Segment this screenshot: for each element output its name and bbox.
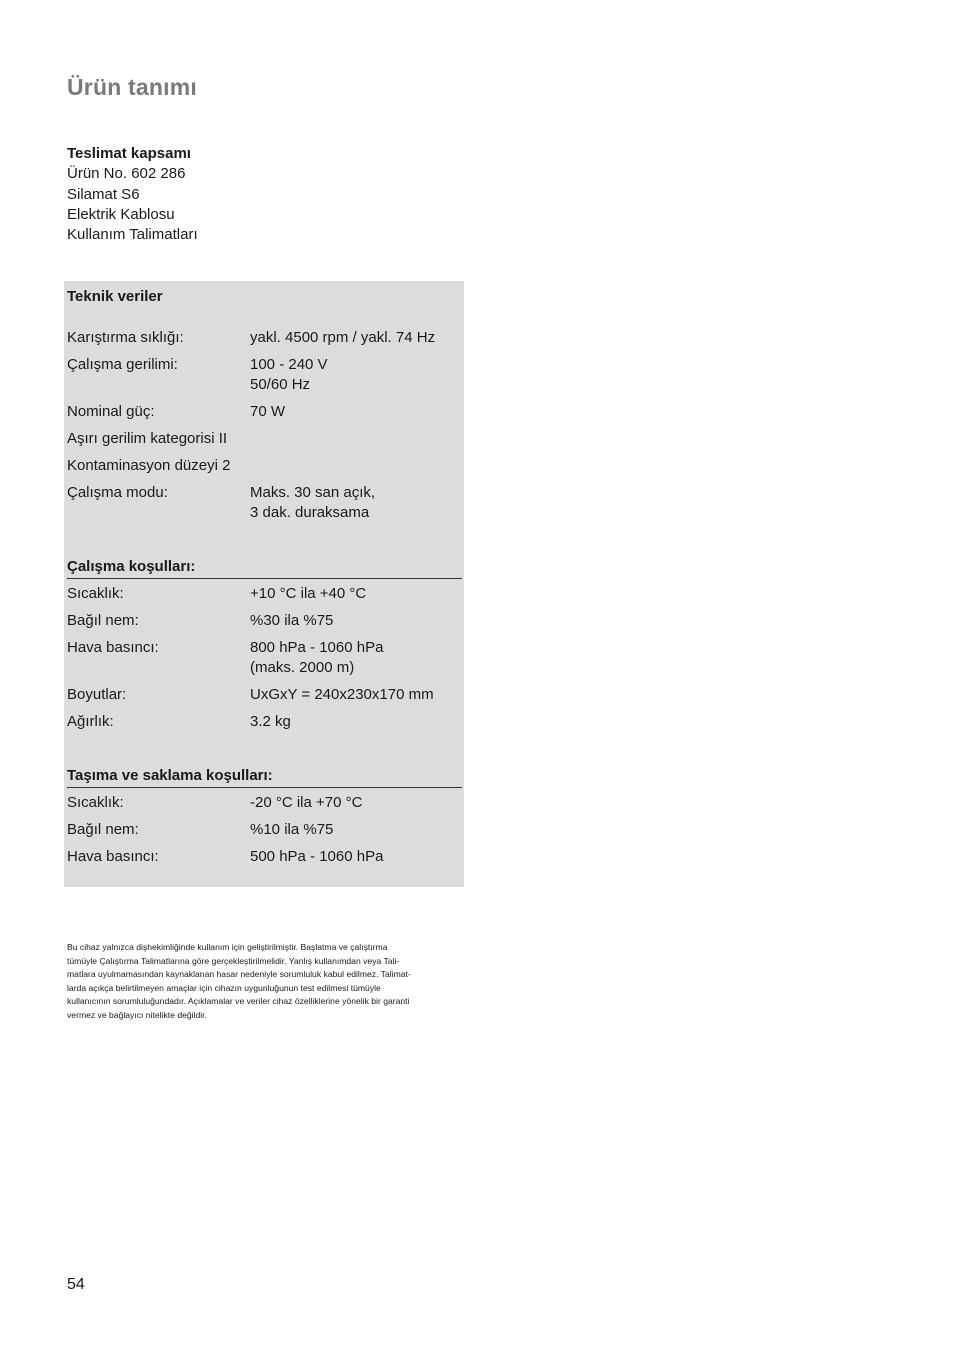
- spec-value: Maks. 30 san açık,: [250, 484, 376, 501]
- page-title: Ürün tanımı: [67, 74, 197, 100]
- spec-value: (maks. 2000 m): [250, 659, 355, 676]
- disclaimer-line: kullanıcının sorumluluğundadır. Açıklamalar ve veriler cihaz özelliklerine yönelik bir garanti: [67, 996, 410, 1006]
- spec-value: 100 - 240 V: [250, 356, 328, 373]
- spec-value: UxGxY = 240x230x170 mm: [250, 686, 434, 703]
- delivery-item: Ürün No. 602 286: [67, 165, 186, 183]
- disclaimer-line: tümüyle Çalıştırma Talimatlarına göre gerçekleştirilmelidir. Yanlış kullanımdan veya Tali-: [67, 955, 400, 966]
- spec-label: Çalışma gerilimi:: [67, 356, 178, 373]
- spec-label: Bağıl nem:: [67, 821, 139, 838]
- disclaimer-line: vermez ve bağlayıcı nitelikte değildir.: [67, 1009, 207, 1020]
- transport-storage-heading: Taşıma ve saklama koşulları:: [67, 766, 462, 788]
- page-number: 54: [67, 1276, 85, 1293]
- disclaimer-text: [67, 941, 467, 1022]
- spec-label: Nominal güç:: [67, 403, 155, 420]
- spec-label: Çalışma modu:: [67, 484, 168, 501]
- operating-conditions-heading: Çalışma koşulları:: [67, 557, 462, 579]
- disclaimer-line: Bu cihaz yalnızca dişhekimliğinde kullanım için geliştirilmiştir. Başlatma ve çalıştırma: [67, 942, 388, 952]
- spec-value: +10 °C ila +40 °C: [250, 585, 367, 602]
- spec-label: Hava basıncı:: [67, 639, 159, 656]
- delivery-item: Silamat S6: [67, 185, 140, 203]
- delivery-item: Elektrik Kablosu: [67, 205, 175, 223]
- delivery-heading: Teslimat kapsamı: [67, 145, 191, 162]
- spec-value: %30 ila %75: [250, 612, 334, 629]
- spec-value: 50/60 Hz: [250, 376, 311, 393]
- spec-value: %10 ila %75: [250, 821, 334, 838]
- spec-label: Hava basıncı:: [67, 848, 159, 865]
- spec-label: Bağıl nem:: [67, 612, 139, 629]
- technical-data-box: [64, 281, 464, 887]
- delivery-scope: [67, 144, 447, 245]
- disclaimer-line: matlara uyulmamasından kaynaklanan hasar nedeniyle sorumluluk kabul edilmez. Talimat-: [67, 969, 411, 979]
- spec-label: Kontaminasyon düzeyi 2: [67, 457, 231, 474]
- technical-data-heading: Teknik veriler: [67, 288, 163, 305]
- spec-value: -20 °C ila +70 °C: [250, 794, 363, 811]
- spec-value: 3.2 kg: [250, 713, 291, 730]
- spec-value: 3 dak. duraksama: [250, 504, 370, 521]
- spec-label: Aşırı gerilim kategorisi II: [67, 430, 228, 447]
- spec-label: Karıştırma sıklığı:: [67, 329, 184, 346]
- spec-label: Sıcaklık:: [67, 794, 124, 811]
- spec-value: 500 hPa - 1060 hPa: [250, 848, 384, 865]
- spec-value: 70 W: [250, 403, 286, 420]
- spec-value: 800 hPa - 1060 hPa: [250, 639, 384, 656]
- spec-label: Boyutlar:: [67, 686, 127, 703]
- spec-label: Ağırlık:: [67, 713, 114, 730]
- disclaimer-line: larda açıkça belirtilmeyen amaçlar için cihazın uygunluğunun test edilmesi tümüyle: [67, 982, 381, 993]
- spec-label: Sıcaklık:: [67, 585, 124, 602]
- spec-value: yakl. 4500 rpm / yakl. 74 Hz: [250, 329, 436, 346]
- delivery-item: Kullanım Talimatları: [67, 226, 198, 244]
